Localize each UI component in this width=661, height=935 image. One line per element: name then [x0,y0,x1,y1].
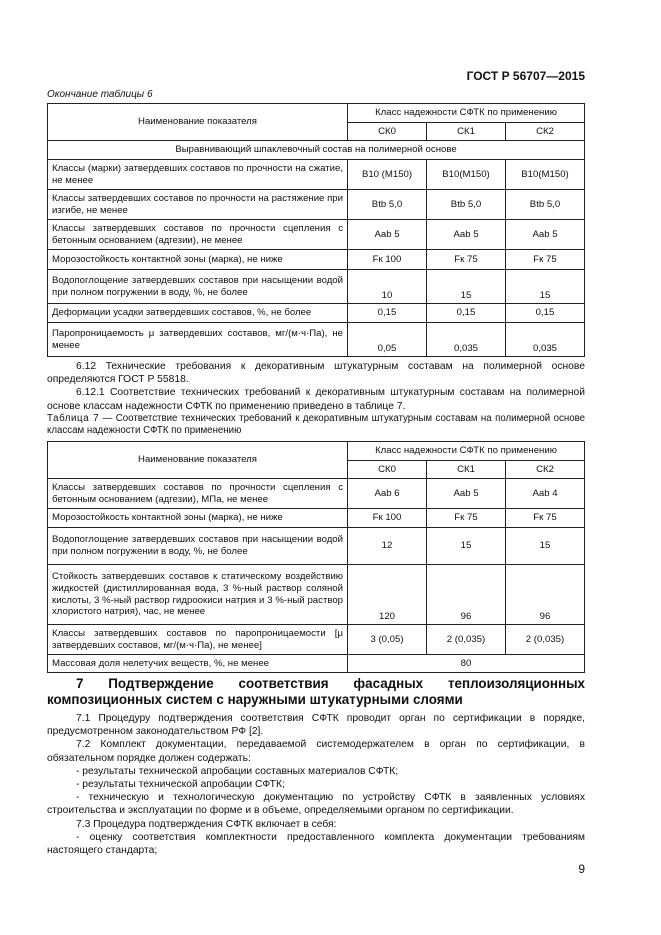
paragraph: 6.12.1 Соответствие технических требований к декоративным штукатурным составам на полимерной основе классам надежности СФТК по применению приведено в таблице 7. [47,387,585,412]
cell-value: Btb 5,0 [506,190,585,220]
cell-value: 2 (0,035) [427,625,506,655]
cell-value: Aab 5 [506,220,585,250]
table-row [48,270,585,304]
cell-value: Aab 5 [427,220,506,250]
row-name: Классы затвердевших составов по прочности сцепления с бетонным основанием (адгезии), МПа, не менее [48,479,348,509]
cell-value: Btb 5,0 [348,190,427,220]
list-item: - результаты технической апробации составных материалов СФТК; [76,765,399,777]
cell-value: Aab 6 [348,479,427,509]
cell-value: Fк 100 [348,250,427,270]
cell-value: B10(M150) [427,160,506,190]
class-header: СК2 [506,461,585,479]
cell-value: 12 [348,528,427,565]
cell-value: 96 [427,565,506,625]
cell-value: 15 [427,270,506,304]
paragraphs-6-12 [47,360,585,413]
list-item: - оценку соответствия комплектности предоставленного комплекта документации требованиям настоящего стандарта; [47,831,585,857]
table6-caption: Окончание таблицы 6 [47,89,153,100]
cell-value: Aab 5 [427,479,506,509]
cell-value: 0,15 [506,304,585,323]
cell-value: Btb 5,0 [427,190,506,220]
table-row [48,565,585,625]
cell-value: Fк 75 [506,509,585,528]
cell-value: 0,15 [348,304,427,323]
row-name: Морозостойкость контактной зоны (марка), не ниже [48,509,348,528]
table-row [48,479,585,509]
row-name: Классы затвердевших составов по прочности на растяжение при изгибе, не менее [48,190,348,220]
document-header: ГОСТ Р 56707—2015 [466,69,585,83]
class-group-header: Класс надежности СФТК по применению [348,442,585,461]
row-name: Массовая доля нелетучих веществ, %, не менее [48,655,348,673]
class-header: СК2 [506,123,585,141]
page-number: 9 [578,862,585,876]
cell-value: 0,05 [348,323,427,357]
class-header: СК1 [427,461,506,479]
table-row [48,625,585,655]
table-6 [47,103,585,357]
row-name: Морозостойкость контактной зоны (марка), не ниже [48,250,348,270]
cell-value: 80 [348,655,585,673]
row-name: Классы (марки) затвердевших составов по прочности на сжатие, не менее [48,160,348,190]
table7-caption [47,413,585,437]
cell-value: 120 [348,565,427,625]
table-row [48,160,585,190]
cell-value: 15 [427,528,506,565]
cell-value: Aab 5 [348,220,427,250]
row-name: Классы затвердевших составов по прочности сцепления с бетонным основанием (адгезии), не менее [48,220,348,250]
cell-value: 2 (0,035) [506,625,585,655]
table-7 [47,441,585,673]
cell-value: 96 [506,565,585,625]
cell-value: 0,035 [506,323,585,357]
cell-value: Fк 75 [427,509,506,528]
row-name: Классы затвердевших составов по паропроницаемости [μ затвердевших составов, мг/(м·ч·Па), не менее] [48,625,348,655]
cell-value: B10 (M150) [348,160,427,190]
row-name: Деформации усадки затвердевших составов, %, не более [48,304,348,323]
class-group-header: Класс надежности СФТК по применению [348,104,585,123]
cell-value: Fк 75 [506,250,585,270]
table-row [48,220,585,250]
cell-value: B10(M150) [506,160,585,190]
paragraph: 7.1 Процедуру подтверждения соответствия СФТК проводит орган по сертификации в порядке, предусмотренном законодательством РФ [2]. [47,713,585,738]
table-row [48,190,585,220]
col-name-header: Наименование показателя [48,104,348,141]
table-row [48,250,585,270]
table-row [48,655,585,673]
cell-value: 0,035 [427,323,506,357]
class-header: СК0 [348,123,427,141]
paragraph: 6.12 Технические требования к декоративным штукатурным составам на полимерной основе определяются ГОСТ Р 55818. [47,361,585,386]
table7-label: Таблица 7 [47,413,100,424]
table-row [48,304,585,323]
section-7-heading: 7 Подтверждение соответствия фасадных теплоизоляционных композиционных систем с наружными штукатурными слоями [47,676,585,707]
list-item: - результаты технической апробации СФТК; [76,779,285,791]
row-name: Паропроницаемость μ затвердевших составов, мг/(м·ч·Па), не менее [48,323,348,357]
list-item: - техническую и технологическую документацию по устройству СФТК в заявленных условиях строительства и эксплуатации по форме и в объеме, определяемыми органом по сертификации. [47,792,585,817]
table-row [48,323,585,357]
paragraph: 7.2 Комплект документации, передаваемой системодержателем в орган по сертификации, в обязательном порядке должен содержать: [47,739,585,764]
cell-value: Aab 4 [506,479,585,509]
paragraph: 7.3 Процедура подтверждения СФТК включает в себя: [76,818,337,830]
cell-value: Fк 75 [427,250,506,270]
class-header: СК1 [427,123,506,141]
row-name: Стойкость затвердевших составов к статическому воздействию жидкостей (дистиллированная вода, 3 %-ный раствор соляной кислоты, 3 %-ный раствор гидроокиси натрия и 3 %-ный раствор хлористого натрия), час, не менее [48,565,348,625]
table-row [48,509,585,528]
cell-value: 15 [506,270,585,304]
table-row [48,528,585,565]
cell-value: 10 [348,270,427,304]
row-name: Водопоглощение затвердевших составов при насыщении водой при полном погружении в воду, %, не более [48,270,348,304]
section-row: Выравнивающий шпаклевочный состав на полимерной основе [48,141,585,160]
class-header: СК0 [348,461,427,479]
col-name-header: Наименование показателя [48,442,348,479]
row-name: Водопоглощение затвердевших составов при насыщении водой при полном погружении в воду, %, не более [48,528,348,565]
cell-value: 3 (0,05) [348,625,427,655]
cell-value: Fк 100 [348,509,427,528]
table7-title: — Соответствие технических требований к декоративным штукатурным составам на полимерной основе классам надежности СФТК по применению [47,413,586,436]
cell-value: 15 [506,528,585,565]
section-7-body [47,712,585,857]
cell-value: 0,15 [427,304,506,323]
